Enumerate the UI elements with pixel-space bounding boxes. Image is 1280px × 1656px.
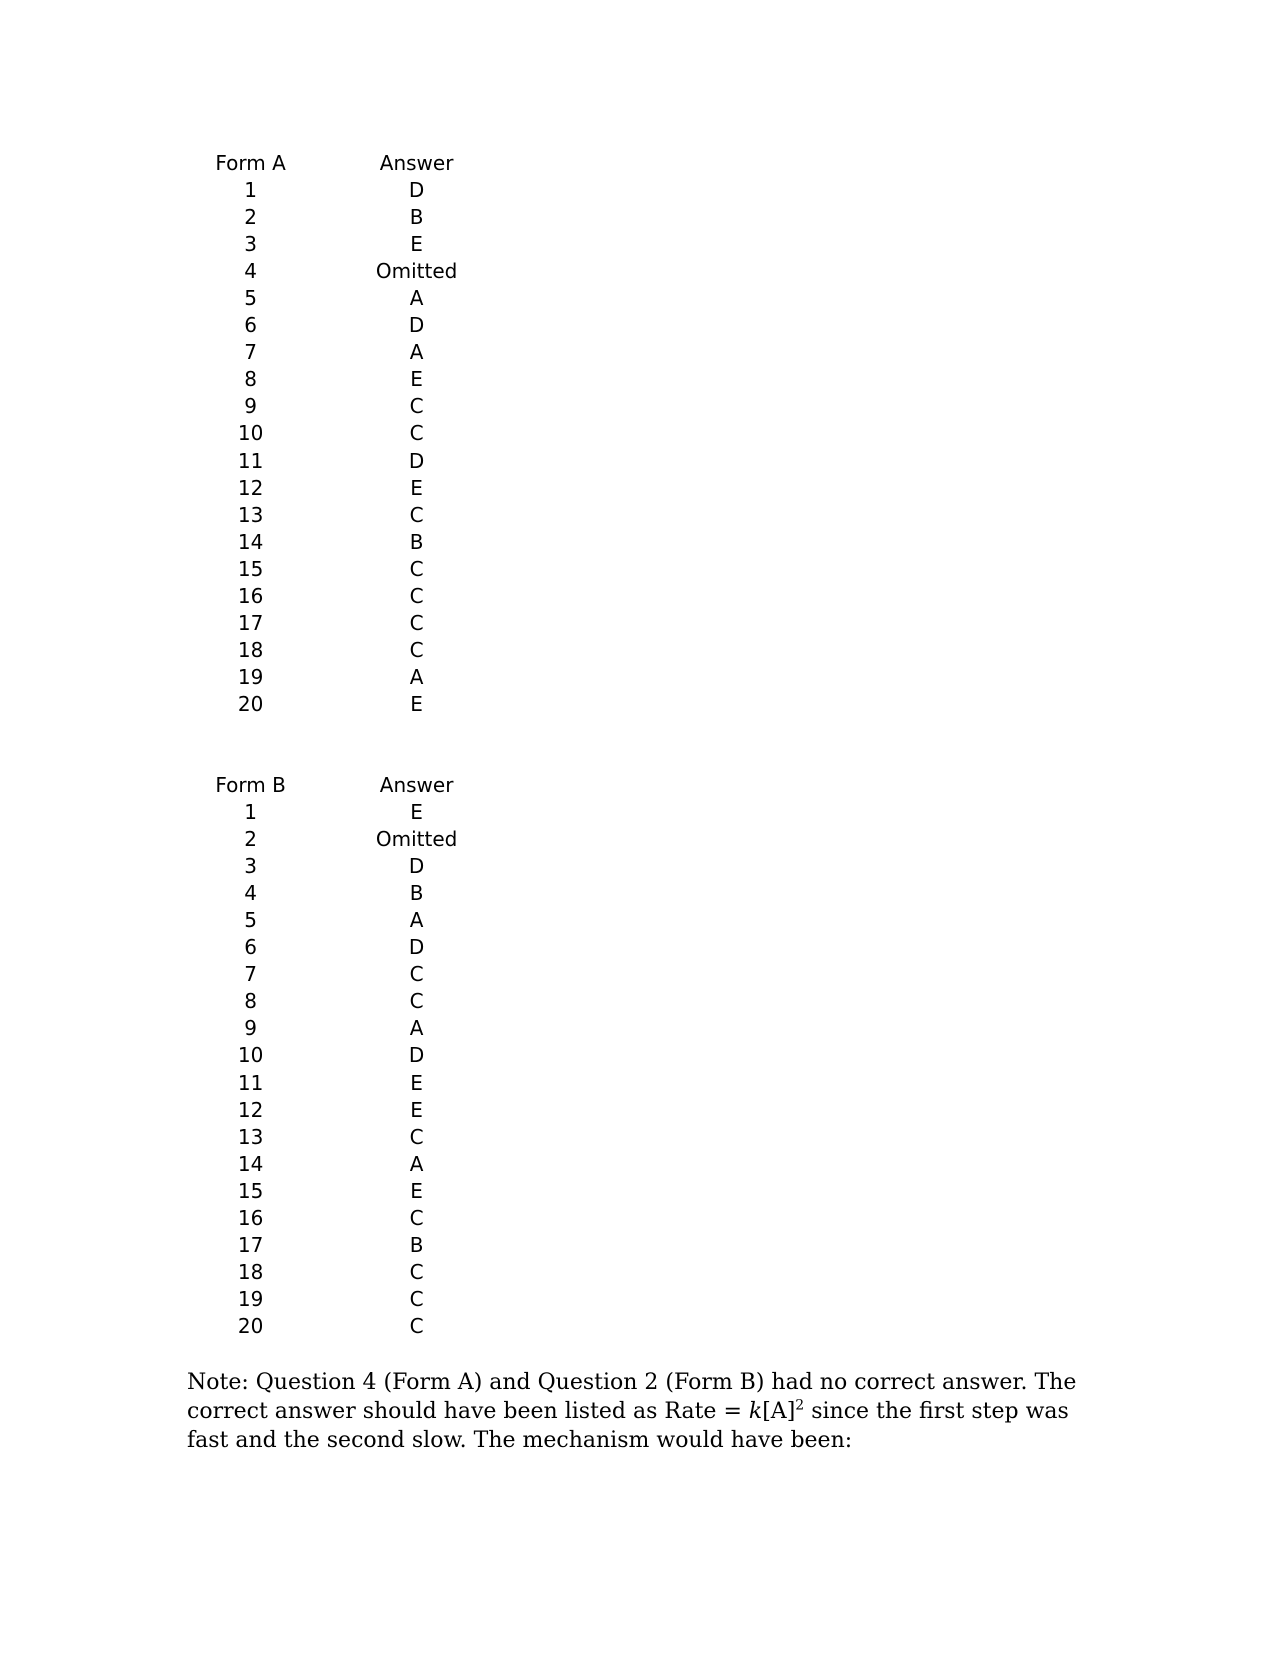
note-paragraph (187, 1368, 1087, 1455)
form-a-answer: D (408, 448, 425, 473)
form-b-rows (213, 799, 473, 1340)
form-a-answer: C (409, 583, 424, 608)
form-b-answer: D (408, 935, 425, 960)
form-b-row (213, 907, 473, 934)
form-a-row (213, 664, 473, 691)
form-a-question-number: 6 (244, 313, 257, 338)
form-b-answer: C (409, 1313, 424, 1338)
form-b-question-number: 6 (244, 935, 257, 960)
form-b-question-number: 15 (237, 1178, 264, 1203)
form-a-row (213, 393, 473, 420)
form-a-question-number: 3 (244, 232, 257, 257)
form-a-row (213, 420, 473, 447)
form-a-answer: E (410, 232, 423, 257)
form-b-question-number: 3 (244, 854, 257, 879)
form-a-answer: A (409, 340, 424, 365)
form-a-answer: Omitted (375, 259, 458, 284)
form-b-row (213, 1042, 473, 1069)
form-b-row (213, 1015, 473, 1042)
form-b-answer-table (213, 772, 473, 1340)
form-b-question-number: 11 (237, 1070, 264, 1095)
form-b-question-number: 18 (237, 1259, 264, 1284)
form-a-header-answer: Answer (379, 151, 454, 175)
form-a-answer: B (409, 529, 424, 554)
form-a-row (213, 177, 473, 204)
form-b-answer: A (409, 1016, 424, 1041)
form-a-question-number: 5 (244, 286, 257, 311)
form-b-question-number: 12 (237, 1097, 264, 1122)
form-a-rows (213, 177, 473, 718)
form-a-question-number: 12 (237, 475, 264, 500)
form-a-question-number: 17 (237, 610, 264, 635)
form-b-header-row (213, 772, 473, 799)
form-b-question-number: 7 (244, 962, 257, 987)
form-a-question-number: 10 (237, 421, 264, 446)
form-b-row (213, 934, 473, 961)
form-b-row (213, 1070, 473, 1097)
form-a-answer: D (408, 178, 425, 203)
form-a-question-number: 7 (244, 340, 257, 365)
form-a-row (213, 556, 473, 583)
form-a-row (213, 475, 473, 502)
form-b-row (213, 1232, 473, 1259)
form-b-row (213, 826, 473, 853)
form-b-answer: E (410, 1097, 423, 1122)
form-b-row (213, 1313, 473, 1340)
form-a-row (213, 637, 473, 664)
form-a-answer: C (409, 421, 424, 446)
form-a-answer: A (409, 664, 424, 689)
form-a-answer: C (409, 637, 424, 662)
form-a-question-number: 11 (237, 448, 264, 473)
form-b-row (213, 1205, 473, 1232)
form-a-question-number: 18 (237, 637, 264, 662)
form-b-answer: C (409, 1286, 424, 1311)
form-a-answer: E (410, 691, 423, 716)
form-a-question-number: 19 (237, 664, 264, 689)
form-b-question-number: 5 (244, 908, 257, 933)
form-b-question-number: 10 (237, 1043, 264, 1068)
form-b-answer: D (408, 1043, 425, 1068)
form-a-question-number: 1 (244, 178, 257, 203)
form-a-question-number: 4 (244, 259, 257, 284)
form-b-answer: Omitted (375, 827, 458, 852)
form-a-row (213, 285, 473, 312)
form-b-answer: C (409, 1205, 424, 1230)
form-b-header-answer: Answer (379, 773, 454, 797)
form-b-answer: A (409, 908, 424, 933)
form-b-row (213, 1151, 473, 1178)
note-text-start: Note: Question 4 (Form A) and Question 2 (Form B) had no correct answer. The correct answer should have been listed as Rate = (187, 1370, 1077, 1424)
rate-order-exponent: 2 (795, 1397, 805, 1414)
form-b-answer: C (409, 1124, 424, 1149)
form-b-question-number: 2 (244, 827, 257, 852)
form-a-answer: E (410, 475, 423, 500)
form-b-question-number: 13 (237, 1124, 264, 1149)
form-b-answer: E (410, 800, 423, 825)
form-b-question-number: 20 (237, 1313, 264, 1338)
form-b-question-number: 1 (244, 800, 257, 825)
form-b-answer: A (409, 1151, 424, 1176)
form-a-answer-table (213, 150, 473, 718)
form-b-row (213, 1097, 473, 1124)
form-a-answer: C (409, 610, 424, 635)
form-b-answer: C (409, 1259, 424, 1284)
form-a-row (213, 231, 473, 258)
form-b-row (213, 1259, 473, 1286)
form-a-answer: E (410, 367, 423, 392)
form-a-row (213, 610, 473, 637)
form-a-row (213, 258, 473, 285)
form-a-row (213, 529, 473, 556)
form-b-row (213, 880, 473, 907)
form-b-answer: B (409, 1232, 424, 1257)
form-a-row (213, 502, 473, 529)
form-b-row (213, 988, 473, 1015)
form-a-answer: B (409, 205, 424, 230)
form-a-question-number: 14 (237, 529, 264, 554)
form-a-question-number: 13 (237, 502, 264, 527)
form-a-question-number: 8 (244, 367, 257, 392)
form-b-row (213, 961, 473, 988)
form-b-answer: C (409, 989, 424, 1014)
concentration-a: [A] (762, 1399, 796, 1424)
form-a-row (213, 366, 473, 393)
form-a-row (213, 339, 473, 366)
form-a-question-number: 15 (237, 556, 264, 581)
form-b-answer: E (410, 1178, 423, 1203)
form-b-question-number: 17 (237, 1232, 264, 1257)
form-b-row (213, 853, 473, 880)
form-b-answer: C (409, 962, 424, 987)
form-b-row (213, 1178, 473, 1205)
form-a-question-number: 20 (237, 691, 264, 716)
form-b-row (213, 799, 473, 826)
form-a-answer: A (409, 286, 424, 311)
form-b-question-number: 14 (237, 1151, 264, 1176)
form-a-answer: C (409, 556, 424, 581)
form-a-answer: D (408, 313, 425, 338)
form-b-header-label: Form B (215, 773, 286, 797)
form-b-row (213, 1286, 473, 1313)
form-a-question-number: 9 (244, 394, 257, 419)
rate-constant-k: k (748, 1399, 763, 1424)
form-a-row (213, 691, 473, 718)
form-a-header-row (213, 150, 473, 177)
form-b-question-number: 9 (244, 1016, 257, 1041)
form-b-question-number: 8 (244, 989, 257, 1014)
form-b-row (213, 1124, 473, 1151)
form-a-row (213, 583, 473, 610)
form-a-question-number: 16 (237, 583, 264, 608)
form-b-question-number: 4 (244, 881, 257, 906)
form-a-question-number: 2 (244, 205, 257, 230)
form-b-question-number: 19 (237, 1286, 264, 1311)
note-text-end: since the first step was fast and the second slow. The mechanism would have been: (187, 1399, 1069, 1453)
form-a-header-label: Form A (215, 151, 286, 175)
form-a-row (213, 448, 473, 475)
form-a-row (213, 312, 473, 339)
form-a-row (213, 204, 473, 231)
form-b-answer: B (409, 881, 424, 906)
form-b-question-number: 16 (237, 1205, 264, 1230)
form-b-answer: E (410, 1070, 423, 1095)
form-b-answer: D (408, 854, 425, 879)
form-a-answer: C (409, 394, 424, 419)
form-a-answer: C (409, 502, 424, 527)
